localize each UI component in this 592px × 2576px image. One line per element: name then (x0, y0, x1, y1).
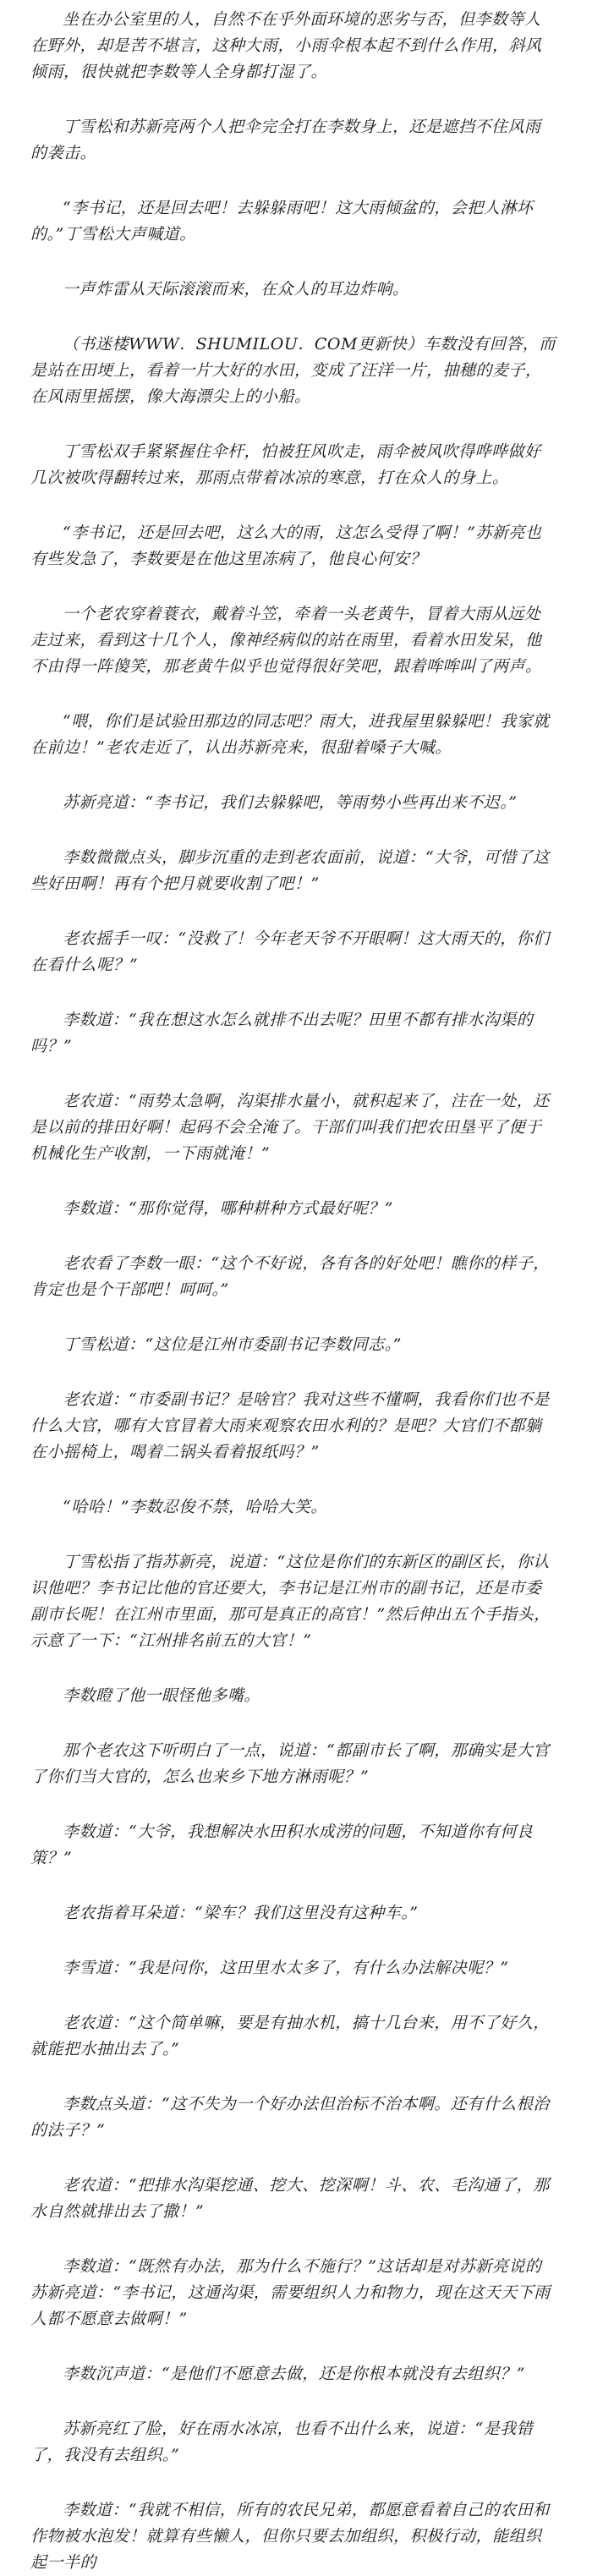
paragraph: 老农看了李数一眼：“这个不好说，各有各的好处吧！瞧你的样子，肯定也是个干部吧！呵呵。” (30, 1254, 550, 1299)
paragraph: 一个老农穿着蓑衣，戴着斗笠，牵着一头老黄牛，冒着大雨从远处走过来，看到这十几个人，像神经病似的站在雨里，看着水田发呆，他不由得一阵傻笑，那老黄牛似乎也觉得很好笑吧，跟着哞哞叫了两声。 (30, 605, 542, 676)
paragraph: 老农道：“这个简单嘛，要是有抽水机，搞十几台来，用不了好久，就能把水抽出去了。” (30, 2014, 550, 2058)
paragraph: 李数道：“我在想这水怎么就排不出去呢？田里不都有排水沟渠的吗？” (30, 1011, 534, 1055)
paragraph: 丁雪松和苏新亮两个人把伞完全打在李数身上，还是遮挡不住风雨的袭击。 (30, 118, 541, 162)
paragraph: 坐在办公室里的人，自然不在乎外面环境的恶劣与否，但李数等人在野外，却是苦不堪言，这种大雨，小雨伞根本起不到什么作用，斜风倾雨，很快就把李数等人全身都打湿了。 (30, 10, 542, 81)
paragraph: “喂，你们是试验田那边的同志吧？雨大，进我屋里躲躲吧！我家就在前边！”老农走近了，认出苏新亮来，很甜着嗓子大喊。 (30, 712, 550, 757)
paragraph: 丁雪松道：“这位是江州市委副书记李数同志。” (63, 1335, 402, 1354)
paragraph: （书迷楼WWW．SHUMILOU．COM更新快）车数没有回答，而是站在田埂上，看着一片大好的水田，变成了汪洋一片，抽穗的麦子，在风雨里摇摆，像大海漂尖上的小船。 (30, 335, 556, 406)
paragraph: 苏新亮道：“李书记，我们去躲躲吧，等雨势小些再出来不迟。” (63, 793, 518, 812)
paragraph: 丁雪松指了指苏新亮，说道：“这位是你们的东新区的副区长，你认识他吧？李书记比他的官还要大，李书记是江州市的副书记，还是市委副市长呢！在江州市里面，那可是真正的高官！”然后伸出五个手指头，示意了一下：“江州排名前五的大官！” (30, 1553, 551, 1650)
paragraph: “李书记，还是回去吧，这么大的雨，这怎么受得了啊！”苏新亮也有些发急了，李数要是在他这里冻病了，他良心何安？ (30, 523, 542, 568)
paragraph: 老农道：“雨势太急啊，沟渠排水量小，就积起来了，注在一处，还是以前的排田好啊！起码不会全淹了。干部们叫我们把农田垦平了便于机械化生产收割，一下雨就淹！” (30, 1092, 550, 1163)
paragraph: 老农道：“市委副书记？是啥官？我对这些不懂啊，我看你们也不是什么大官，哪有大官冒着大雨来观察农田水利的？是吧？大官们不都躺在小摇椅上，喝着二锅头看着报纸吗？” (30, 1390, 550, 1461)
paragraph: 李数点头道：“这不失为一个好办法但治标不治本啊。还有什么根治的法子？” (30, 2095, 550, 2140)
paragraph: 老农道：“把排水沟渠挖通、挖大、挖深啊！斗、农、毛沟通了，那水自然就排出去了撒！” (30, 2176, 550, 2221)
paragraph: 李雪道：“我是问你，这田里水太多了，有什么办法解决呢？” (63, 1959, 509, 1977)
paragraph: 李数瞪了他一眼怪他多嘴。 (63, 1686, 261, 1705)
paragraph: 老农指着耳朵道：“梁车？我们这里没有这种车。” (63, 1904, 419, 1922)
paragraph: 一声炸雷从天际滚滚而来，在众人的耳边炸响。 (63, 280, 409, 299)
paragraph: “哈哈！”李数忍俊不禁，哈哈大笑。 (63, 1498, 327, 1516)
paragraph: 李数道：“既然有办法，那为什么不施行？”这话却是对苏新亮说的苏新亮道：“李书记，这通沟渠，需要组织人力和物力，现在这天天下雨人都不愿意去做啊！” (30, 2257, 551, 2328)
paragraph: 李数微微点头，脚步沉重的走到老农面前，说道：“大爷，可惜了这些好田啊！再有个把月就要收割了吧！” (30, 848, 550, 893)
paragraph: 丁雪松双手紧紧握住伞杆，怕被狂风吹走，雨伞被风吹得哗哗做好几次被吹得翻转过来，那雨点带着冰凉的寒意，打在众人的身上。 (30, 442, 541, 487)
paragraph: 老农摇手一叹：“没救了！今年老天爷不开眼啊！这大雨天的，你们在看什么呢？” (30, 929, 550, 974)
paragraph: 李数沉声道：“是他们不愿意去做，还是你根本就没有去组织？” (63, 2365, 525, 2383)
paragraph: 李数道：“大爷，我想解决水田积水成涝的问题，不知道你有何良策？” (30, 1822, 534, 1867)
paragraph: 李数道：“那你觉得，哪种耕种方式最好呢？” (63, 1199, 393, 1218)
paragraph: 苏新亮红了脸，好在雨水冰凉，也看不出什么来，说道：“是我错了，我没有去组织。” (30, 2420, 534, 2464)
paragraph: “李书记，还是回去吧！去躲躲雨吧！这大雨倾盆的，会把人淋坏的。”丁雪松大声喊道。 (30, 199, 534, 244)
paragraph: 那个老农这下听明白了一点，说道：“都副市长了啊，那确实是大官了你们当大官的，怎么也来乡下地方淋雨呢？” (30, 1741, 550, 1786)
paragraph: 李数道：“我就不相信，所有的农民兄弟，都愿意看着自己的农田和作物被水泡发！就算有些懒人，但你只要去加组织，积极行动，能组织起一半的 (30, 2501, 550, 2572)
